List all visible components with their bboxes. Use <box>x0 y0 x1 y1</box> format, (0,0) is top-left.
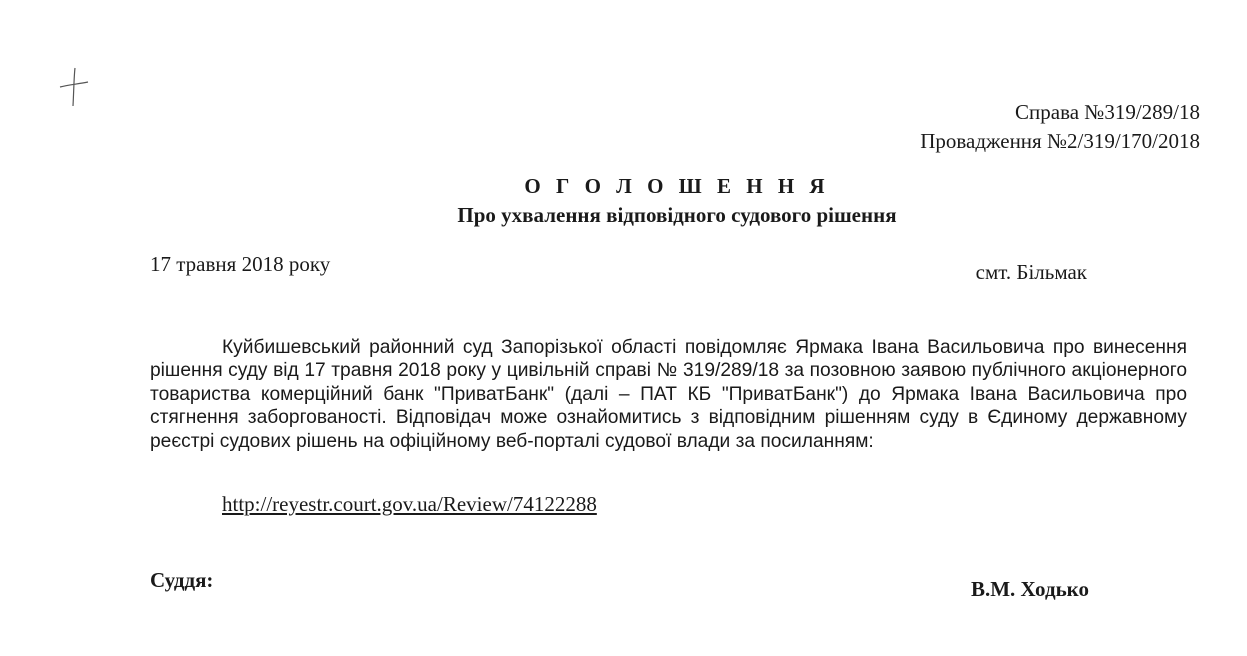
case-number: Справа №319/289/18 <box>1015 100 1200 124</box>
judge-label: Суддя: <box>150 568 214 592</box>
case-info <box>920 98 1200 156</box>
registry-link[interactable]: http://reyestr.court.gov.ua/Review/74122288 <box>222 492 597 516</box>
handwritten-mark <box>58 66 90 108</box>
announcement-body: Куйбишевський районний суд Запорізької області повідомляє Ярмака Івана Васильовича про винесення рішення суду від 17 травня 2018 року у цивільній справі № 319/289/18 за позовною заявою публічного акціонерного товариства комерційний банк "ПриватБанк" (далі – ПАТ КБ "ПриватБанк") до Ярмака Івана Васильовича про стягнення заборгованості. Відповідач може ознайомитись з відповідним рішенням суду в Єдиному державному реєстрі судових рішень на офіційному веб-порталі судової влади за посиланням: <box>150 337 1187 452</box>
document-date: 17 травня 2018 року <box>150 252 331 276</box>
document-title: О Г О Л О Ш Е Н Н Я <box>524 174 830 198</box>
document-subtitle: Про ухвалення відповідного судового рішення <box>457 203 897 227</box>
judge-name: В.М. Ходько <box>970 577 1089 601</box>
proceeding-number: Провадження №2/319/170/2018 <box>920 129 1200 153</box>
document-place: смт. Більмак <box>975 260 1087 284</box>
